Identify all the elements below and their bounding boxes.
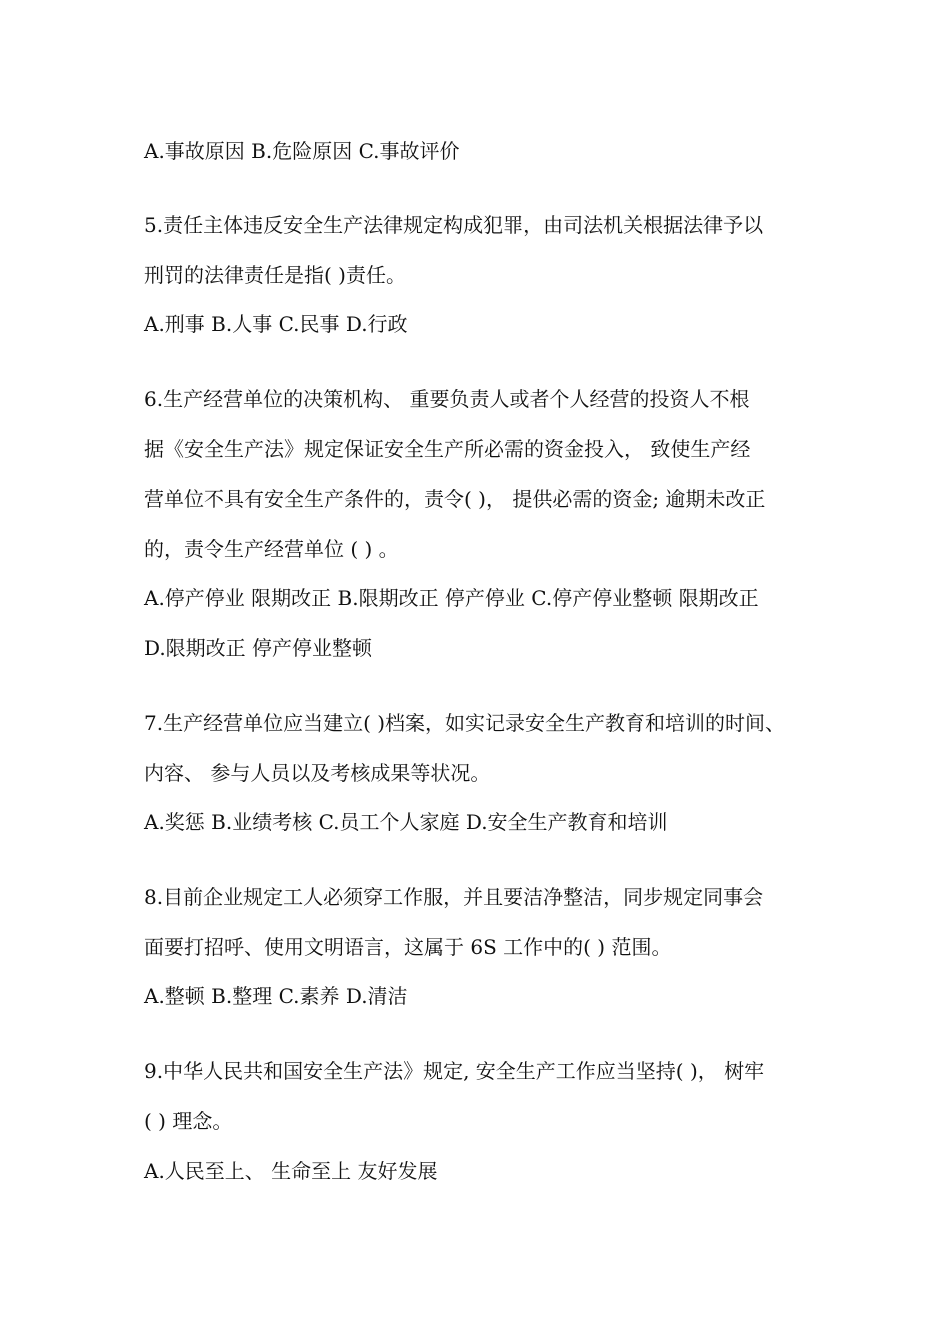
q5-options: A.刑事 B.人事 C.民事 D.行政: [144, 312, 408, 336]
q6-options-line-1: A.停产停业 限期改正 B.限期改正 停产停业 C.停产停业整顿 限期改正: [144, 586, 759, 610]
q8-stem-line-1: 8.目前企业规定工人必须穿工作服，并且要洁净整洁，同步规定同事会: [144, 885, 764, 909]
q8-options: A.整顿 B.整理 C.素养 D.清洁: [144, 984, 408, 1008]
q9-stem-line-1: 9.中华人民共和国安全生产法》规定, 安全生产工作应当坚持( )， 树牢: [144, 1059, 765, 1083]
q4-options: A.事故原因 B.危险原因 C.事故评价: [144, 139, 460, 163]
q7-stem-line-2: 内容、 参与人员以及考核成果等状况。: [144, 761, 491, 785]
q6-stem-line-3: 营单位不具有安全生产条件的，责令( )， 提供必需的资金; 逾期未改正: [144, 487, 766, 511]
q6-options-line-2: D.限期改正 停产停业整顿: [144, 636, 373, 660]
q9-stem-line-2: ( ) 理念。: [144, 1109, 233, 1133]
q5-stem-line-1: 5.责任主体违反安全生产法律规定构成犯罪，由司法机关根据法律予以: [144, 213, 764, 237]
q6-stem-line-2: 据《安全生产法》规定保证安全生产所必需的资金投入， 致使生产经: [144, 437, 751, 461]
q7-options: A.奖惩 B.业绩考核 C.员工个人家庭 D.安全生产教育和培训: [144, 810, 668, 834]
q6-stem-line-4: 的，责令生产经营单位 ( ) 。: [144, 537, 399, 561]
q7-stem-line-1: 7.生产经营单位应当建立( )档案，如实记录安全生产教育和培训的时间、: [144, 711, 786, 735]
q6-stem-line-1: 6.生产经营单位的决策机构、 重要负责人或者个人经营的投资人不根: [144, 387, 750, 411]
q5-stem-line-2: 刑罚的法律责任是指( )责任。: [144, 263, 406, 287]
q9-options: A.人民至上、 生命至上 友好发展: [144, 1159, 438, 1183]
q8-stem-line-2: 面要打招呼、使用文明语言，这属于 6S 工作中的( ) 范围。: [144, 935, 672, 959]
